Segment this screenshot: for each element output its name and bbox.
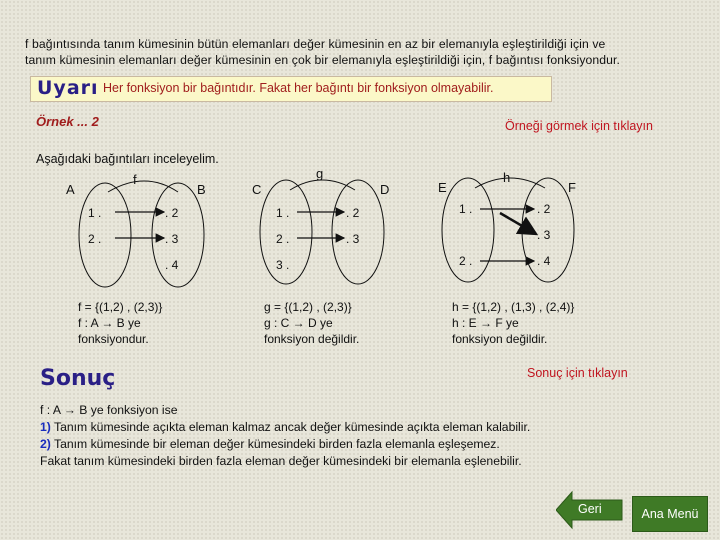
back-button[interactable] [556,490,624,530]
see-example-link[interactable]: Örneği görmek için tıklayın [505,119,653,133]
set-c-item-3: 3 . [276,258,290,272]
conclusion-line-0: f : A → B ye fonksiyon ise [40,403,178,417]
back-button-label: Geri [578,502,602,516]
h-mapping: h : E → F ye [452,316,519,330]
f-set-notation: f = {(1,2) , (2,3)} [78,300,163,314]
set-f-item-4: . 4 [537,254,551,268]
conclusion-item-1-number: 1) [40,420,51,434]
g-verdict: fonksiyon değildir. [264,332,360,346]
result-title: Sonuç [40,366,116,391]
f-mapping: f : A → B ye [78,316,141,330]
set-c-item-2: 2 . [276,232,290,246]
conclusion [40,402,530,470]
set-d-item-3: . 3 [346,232,360,246]
set-f-item-3: . 3 [537,228,551,242]
set-e-label: E [438,180,447,195]
intro-line-1: f bağıntısında tanım kümesinin bütün elemanları değer kümesinin en az bir elemanıyla eşleştirildiği için ve [25,37,606,51]
set-b-item-3: . 3 [165,232,179,246]
g-mapping: g : C → D ye [264,316,333,330]
relation-g-label: g [316,166,324,181]
set-a-item-1: 1 . [88,206,102,220]
set-e-item-1: 1 . [459,202,473,216]
set-f-label: F [568,180,576,195]
set-d-item-2: . 2 [346,206,360,220]
set-d-label: D [380,182,390,197]
h-verdict: fonksiyon değildir. [452,332,548,346]
h-set-notation: h = {(1,2) , (1,3) , (2,4)} [452,300,575,314]
set-a-item-2: 2 . [88,232,102,246]
conclusion-line-3: Fakat tanım kümesindeki birden fazla eleman değer kümesindeki bir elemanla eşlenebilir. [40,454,522,468]
conclusion-item-1 [40,419,530,436]
example-prompt: Aşağıdaki bağıntıları inceleyelim. [36,152,219,166]
set-a-ellipse [79,183,131,287]
set-c-item-1: 1 . [276,206,290,220]
set-c-label: C [252,182,262,197]
conclusion-item-2-text: Tanım kümesinde bir eleman değer kümesindeki birden fazla elemanla eşleşemez. [54,437,500,451]
g-set-notation: g = {(1,2) , (2,3)} [264,300,352,314]
warning-text: Her fonksiyon bir bağıntıdır. Fakat her bağıntı bir fonksiyon olmayabilir. [103,81,494,95]
conclusion-item-1-text: Tanım kümesinde açıkta eleman kalmaz ancak değer kümesinde açıkta eleman kalabilir. [54,420,531,434]
set-b-item-4: . 4 [165,258,179,272]
see-result-link[interactable]: Sonuç için tıklayın [527,366,628,380]
h-arrow-1-3 [500,213,536,234]
f-verdict: fonksiyondur. [78,332,149,346]
conclusion-item-2 [40,436,530,453]
set-b-label: B [197,182,206,197]
set-e-item-2: 2 . [459,254,473,268]
set-f-item-2: . 2 [537,202,551,216]
main-menu-button[interactable]: Ana Menü [632,496,708,532]
conclusion-item-2-number: 2) [40,437,51,451]
intro-line-2: tanım kümesinin elemanları değer kümesinin en çok bir elemanıyla eşleştirildiği için, f bağıntısı fonksiyondur. [25,53,621,67]
relation-h-label: h [503,170,511,185]
relation-f-label: f [133,172,137,187]
set-a-label: A [66,182,75,197]
set-b-item-2: . 2 [165,206,179,220]
example-title: Örnek ... 2 [36,114,99,129]
warning-title: Uyarı [37,77,99,99]
